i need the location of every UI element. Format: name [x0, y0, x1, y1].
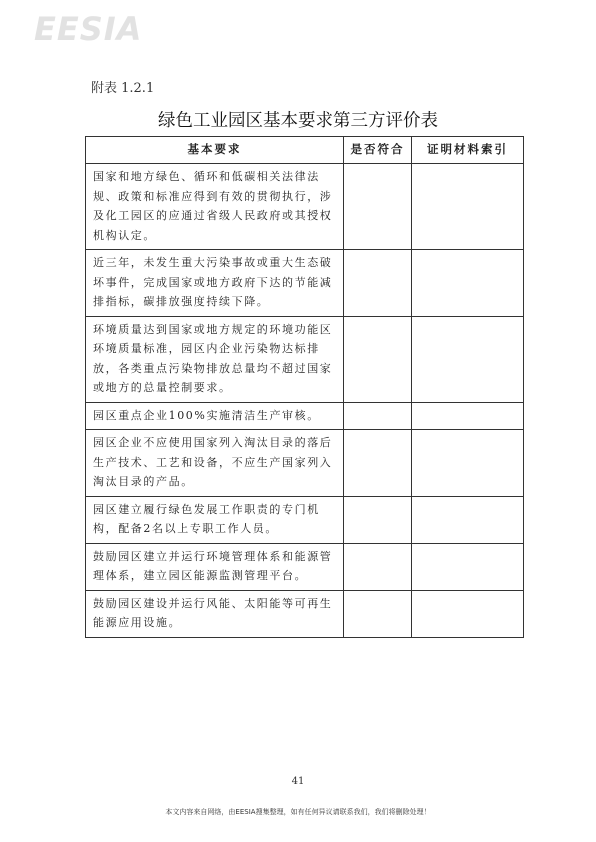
- requirement-cell: 鼓励园区建设并运行风能、太阳能等可再生能源应用设施。: [86, 590, 344, 637]
- evidence-index-cell: [412, 316, 524, 402]
- requirements-table: [85, 136, 524, 638]
- table-row: [86, 430, 524, 497]
- footer-disclaimer: 本文内容来自网络，由EESIA搜集整理，如有任何异议请联系我们，我们将删除处理！: [165, 808, 431, 816]
- table-header-row: [86, 137, 524, 164]
- table-row: [86, 590, 524, 637]
- table-row: [86, 250, 524, 317]
- compliance-cell: [344, 250, 412, 317]
- appendix-label: 附表 1.2.1: [91, 81, 155, 96]
- evidence-index-cell: [412, 430, 524, 497]
- requirement-cell: 鼓励园区建立并运行环境管理体系和能源管理体系，建立园区能源监测管理平台。: [86, 543, 344, 590]
- eesia-watermark-logo: EESIA: [34, 10, 143, 48]
- page-number: 41: [291, 776, 305, 787]
- requirement-cell: 园区企业不应使用国家列入淘汰目录的落后生产技术、工艺和设备，不应生产国家列入淘汰目录的产品。: [86, 430, 344, 497]
- requirement-cell: 国家和地方绿色、循环和低碳相关法律法规、政策和标准应得到有效的贯彻执行，涉及化工园区的应通过省级人民政府或其授权机构认定。: [86, 164, 344, 250]
- evidence-index-cell: [412, 543, 524, 590]
- compliance-cell: [344, 402, 412, 430]
- page-title: 绿色工业园区基本要求第三方评价表: [158, 111, 438, 131]
- requirement-cell: 环境质量达到国家或地方规定的环境功能区环境质量标准，园区内企业污染物达标排放，各类重点污染物排放总量均不超过国家或地方的总量控制要求。: [86, 316, 344, 402]
- table-row: [86, 164, 524, 250]
- evidence-index-cell: [412, 496, 524, 543]
- requirement-cell: 园区重点企业100%实施清洁生产审核。: [86, 402, 344, 430]
- compliance-cell: [344, 543, 412, 590]
- header-basic-requirement: 基本要求: [86, 137, 344, 164]
- header-compliance: 是否符合: [344, 137, 412, 164]
- evidence-index-cell: [412, 164, 524, 250]
- requirement-cell: 近三年，未发生重大污染事故或重大生态破坏事件，完成国家或地方政府下达的节能减排指标，碳排放强度持续下降。: [86, 250, 344, 317]
- table-row: [86, 316, 524, 402]
- requirement-cell: 园区建立履行绿色发展工作职责的专门机构，配备2名以上专职工作人员。: [86, 496, 344, 543]
- evidence-index-cell: [412, 590, 524, 637]
- header-evidence-index: 证明材料索引: [412, 137, 524, 164]
- compliance-cell: [344, 430, 412, 497]
- compliance-cell: [344, 590, 412, 637]
- table-row: [86, 496, 524, 543]
- table-row: [86, 402, 524, 430]
- evidence-index-cell: [412, 402, 524, 430]
- table-row: [86, 543, 524, 590]
- compliance-cell: [344, 496, 412, 543]
- evidence-index-cell: [412, 250, 524, 317]
- compliance-cell: [344, 164, 412, 250]
- compliance-cell: [344, 316, 412, 402]
